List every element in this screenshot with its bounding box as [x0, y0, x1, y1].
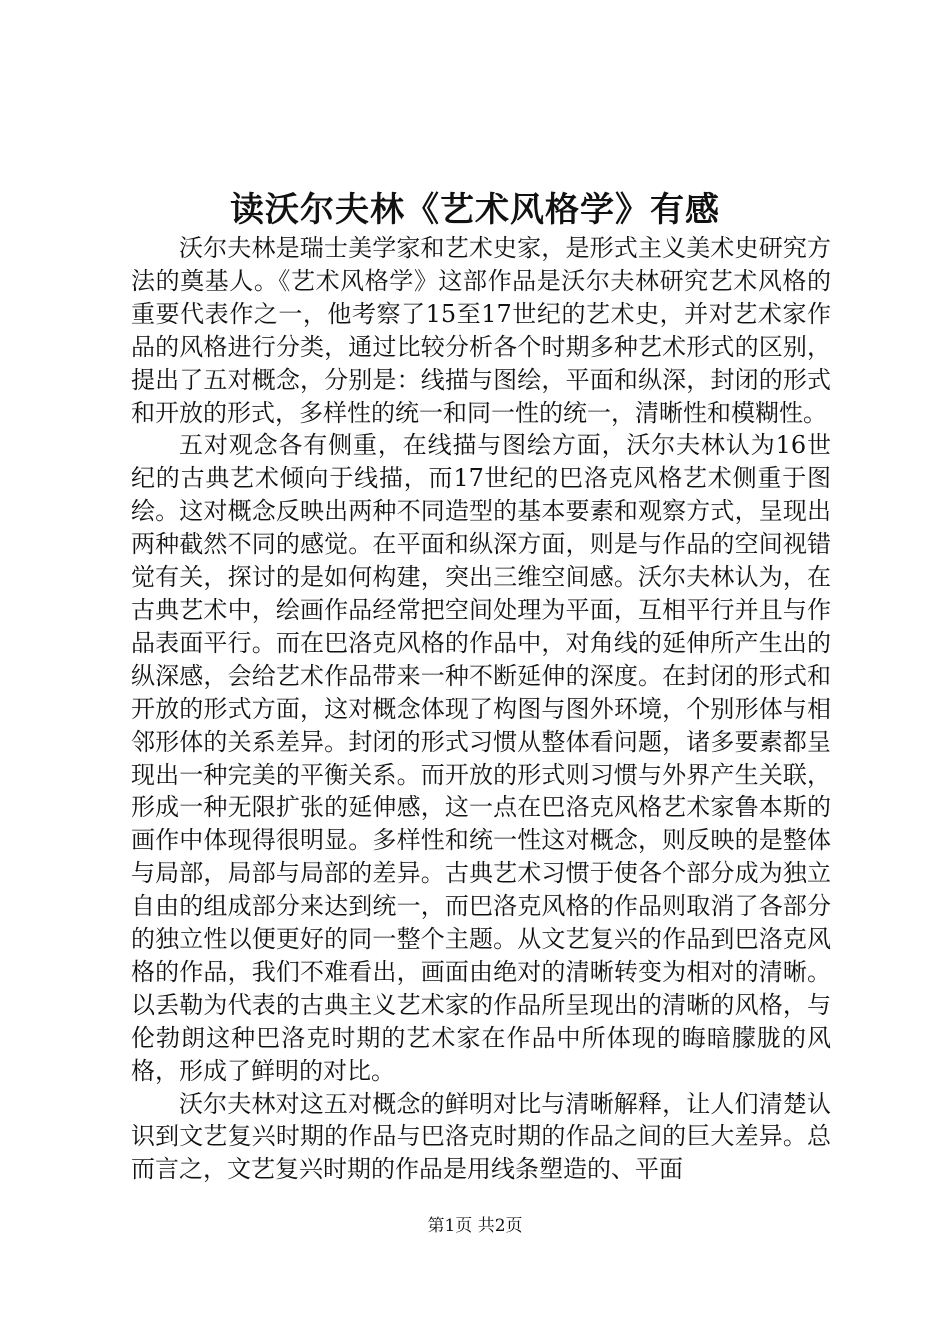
- document-title: 读沃尔夫林《艺术风格学》有感: [230, 190, 720, 230]
- page-number-footer: 第1页 共2页: [427, 1216, 523, 1236]
- document-body: [131, 232, 831, 1186]
- paragraph-2: 五对观念各有侧重，在线描与图绘方面，沃尔夫林认为16世纪的古典艺术倾向于线描，而17世纪的巴洛克风格艺术侧重于图绘。这对概念反映出两种不同造型的基本要素和观察方式，呈现出两种截然不同的感觉。在平面和纵深方面，则是与作品的空间视错觉有关，探讨的是如何构建，突出三维空间感。沃尔夫林认为，在古典艺术中，绘画作品经常把空间处理为平面，互相平行并且与作品表面平行。而在巴洛克风格的作品中，对角线的延伸所产生出的纵深感，会给艺术作品带来一种不断延伸的深度。在封闭的形式和开放的形式方面，这对概念体现了构图与图外环境，个别形体与相邻形体的关系差异。封闭的形式习惯从整体看问题，诸多要素都呈现出一种完美的平衡关系。而开放的形式则习惯与外界产生关联，形成一种无限扩张的延伸感，这一点在巴洛克风格艺术家鲁本斯的画作中体现得很明显。多样性和统一性这对概念，则反映的是整体与局部，局部与局部的差异。古典艺术习惯于使各个部分成为独立自由的组成部分来达到统一，而巴洛克风格的作品则取消了各部分的独立性以便更好的同一整个主题。从文艺复兴的作品到巴洛克风格的作品，我们不难看出，画面由绝对的清晰转变为相对的清晰。以丢勒为代表的古典主义艺术家的作品所呈现出的清晰的风格，与伦勃朗这种巴洛克时期的艺术家在作品中所体现的晦暗朦胧的风格，形成了鲜明的对比。: [131, 431, 831, 1085]
- paragraph-3: 沃尔夫林对这五对概念的鲜明对比与清晰解释，让人们清楚认识到文艺复兴时期的作品与巴洛克时期的作品之间的巨大差异。总而言之，文艺复兴时期的作品是用线条塑造的、平面: [131, 1089, 831, 1184]
- paragraph-1: 沃尔夫林是瑞士美学家和艺术史家，是形式主义美术史研究方法的奠基人。《艺术风格学》这部作品是沃尔夫林研究艺术风格的重要代表作之一，他考察了15至17世纪的艺术史，并对艺术家作品的风格进行分类，通过比较分析各个时期多种艺术形式的区别，提出了五对概念，分别是：线描与图绘，平面和纵深，封闭的形式和开放的形式，多样性的统一和同一性的统一，清晰性和模糊性。: [131, 234, 831, 427]
